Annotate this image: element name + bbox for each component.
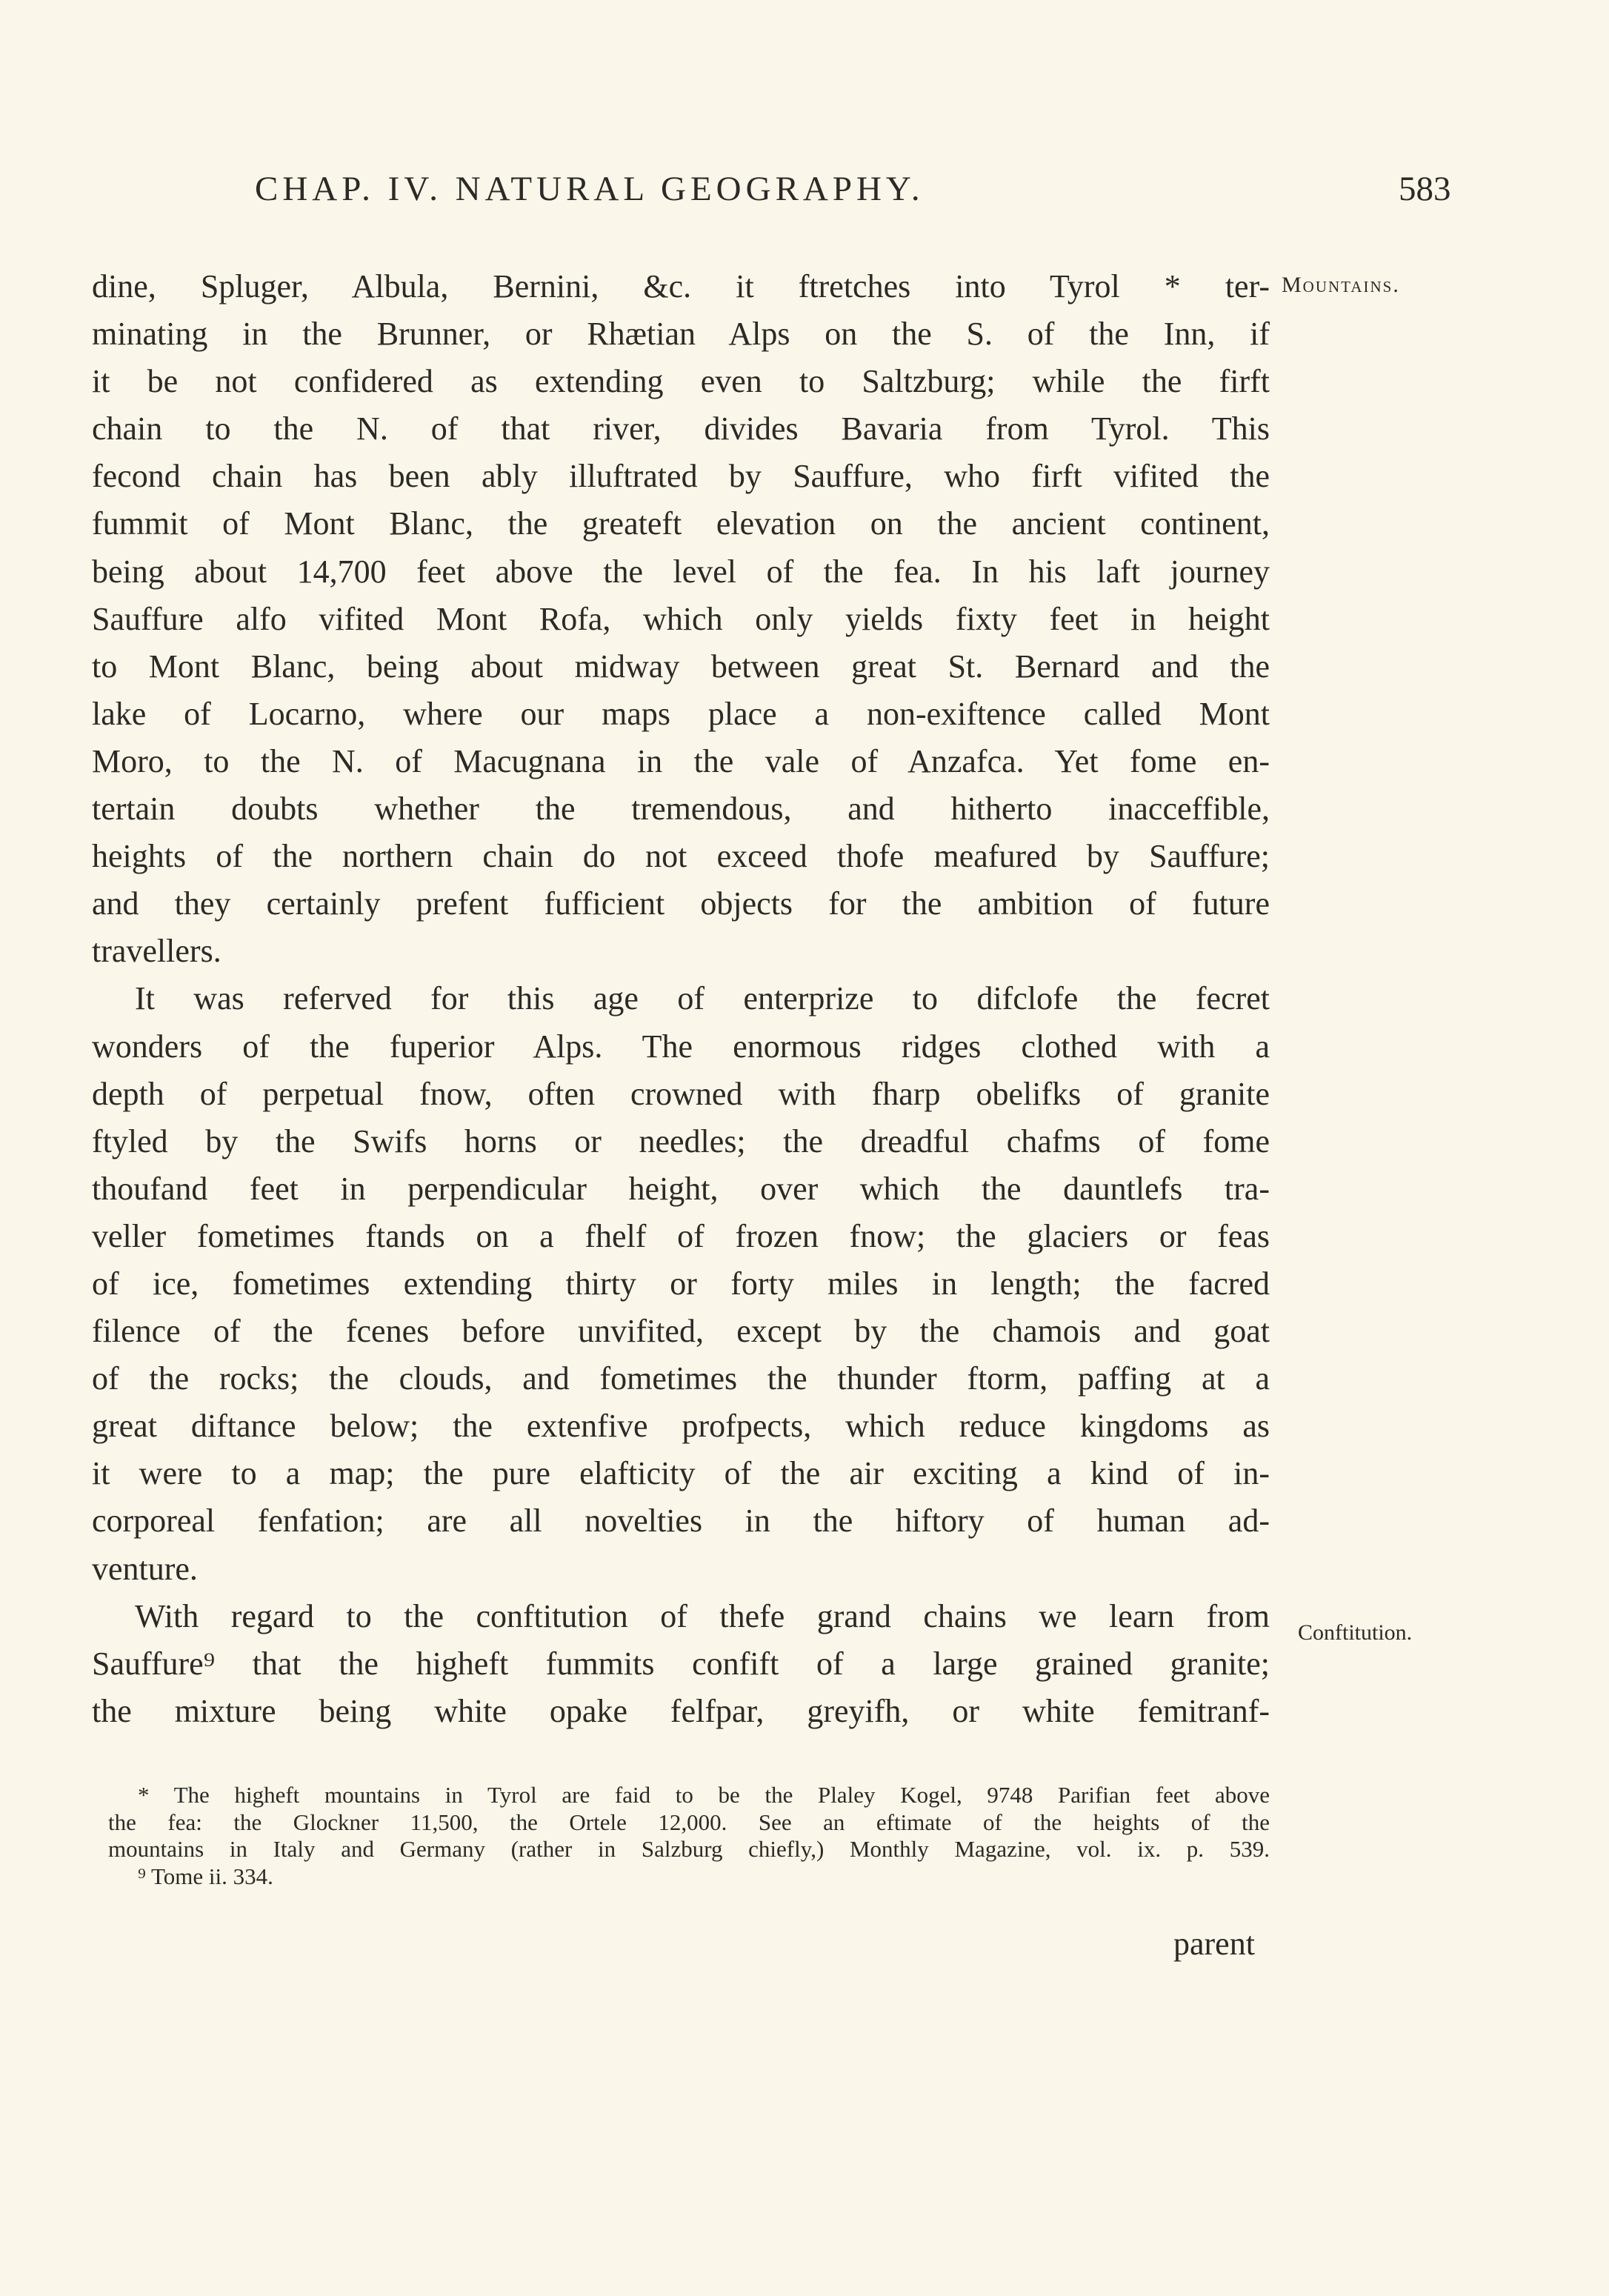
text-line: Sauffure alfo vifited Mont Rofa, which only yields fixty feet in height bbox=[92, 600, 1270, 637]
text-line: minating in the Brunner, or Rhætian Alps on the S. of the Inn, if bbox=[92, 316, 1270, 353]
footnotes bbox=[108, 1782, 1270, 1890]
text-line: depth of perpetual fnow, often crowned with fharp obelifks of granite bbox=[92, 1075, 1270, 1112]
text-line: With regard to the conftitution of thefe grand chains we learn from bbox=[135, 1597, 1270, 1634]
footnote-line: mountains in Italy and Germany (rather in Salzburg chiefly,) Monthly Magazine, vol. ix. p. 539. bbox=[108, 1836, 1270, 1862]
footnote-line: * The higheft mountains in Tyrol are faid to be the Plaley Kogel, 9748 Parifian feet above bbox=[138, 1782, 1270, 1808]
text-line: Moro, to the N. of Macugnana in the vale of Anzafca. Yet fome en- bbox=[92, 742, 1270, 779]
catchword: parent bbox=[1173, 1926, 1255, 1962]
footnote-line: ⁹ Tome ii. 334. bbox=[138, 1863, 273, 1889]
text-line: being about 14,700 feet above the level of the fea. In his laft journey bbox=[92, 553, 1270, 590]
text-line: corporeal fenfation; are all novelties in the hiftory of human ad- bbox=[92, 1503, 1270, 1540]
text-line: and they certainly prefent fufficient objects for the ambition of future bbox=[92, 885, 1270, 922]
text-line: of ice, fometimes extending thirty or forty miles in length; the facred bbox=[92, 1265, 1270, 1302]
text-line: ftyled by the Swifs horns or needles; the dreadful chafms of fome bbox=[92, 1122, 1270, 1159]
marginal-note-mountains: Mountains. bbox=[1282, 273, 1400, 297]
page-number: 583 bbox=[1399, 170, 1451, 208]
marginal-note-constitution: Conftitution. bbox=[1298, 1620, 1413, 1645]
text-line: It was referved for this age of enterprize to difclofe the fecret bbox=[135, 980, 1270, 1017]
text-line: wonders of the fuperior Alps. The enormous ridges clothed with a bbox=[92, 1028, 1270, 1065]
text-line: Sauffure⁹ that the higheft fummits confift of a large grained granite; bbox=[92, 1645, 1270, 1682]
text-line: great diftance below; the extenfive profpects, which reduce kingdoms as bbox=[92, 1408, 1270, 1445]
text-line: travellers. bbox=[92, 933, 221, 970]
text-line: tertain doubts whether the tremendous, and hitherto inacceffible, bbox=[92, 791, 1270, 828]
text-line: filence of the fcenes before unvifited, except by the chamois and goat bbox=[92, 1313, 1270, 1350]
text-line: heights of the northern chain do not exceed thofe meafured by Sauffure; bbox=[92, 838, 1270, 875]
text-line: the mixture being white opake felfpar, greyifh, or white femitranf- bbox=[92, 1692, 1270, 1729]
text-line: of the rocks; the clouds, and fometimes the thunder ftorm, paffing at a bbox=[92, 1360, 1270, 1397]
text-line: it be not confidered as extending even to Saltzburg; while the firft bbox=[92, 363, 1270, 400]
text-line: to Mont Blanc, being about midway between great St. Bernard and the bbox=[92, 648, 1270, 685]
footnote-line: the fea: the Glockner 11,500, the Ortele 12,000. See an eftimate of the heights of the bbox=[108, 1808, 1270, 1835]
text-line: venture. bbox=[92, 1550, 198, 1587]
text-line: thoufand feet in perpendicular height, over which the dauntlefs tra- bbox=[92, 1170, 1270, 1207]
running-head bbox=[0, 169, 1609, 221]
text-line: fummit of Mont Blanc, the greateft elevation on the ancient continent, bbox=[92, 505, 1270, 542]
text-line: fecond chain has been ably illuftrated by Sauffure, who firft vifited the bbox=[92, 458, 1270, 495]
chapter-title: CHAP. IV. NATURAL GEOGRAPHY. bbox=[255, 170, 925, 208]
text-line: lake of Locarno, where our maps place a non-exiftence called Mont bbox=[92, 695, 1270, 732]
text-line: veller fometimes ftands on a fhelf of frozen fnow; the glaciers or feas bbox=[92, 1217, 1270, 1254]
text-line: chain to the N. of that river, divides Bavaria from Tyrol. This bbox=[92, 410, 1270, 447]
body-text bbox=[92, 263, 1270, 1735]
text-line: dine, Spluger, Albula, Bernini, &c. it ftretches into Tyrol * ter- bbox=[92, 268, 1270, 305]
text-line: it were to a map; the pure elafticity of the air exciting a kind of in- bbox=[92, 1455, 1270, 1492]
